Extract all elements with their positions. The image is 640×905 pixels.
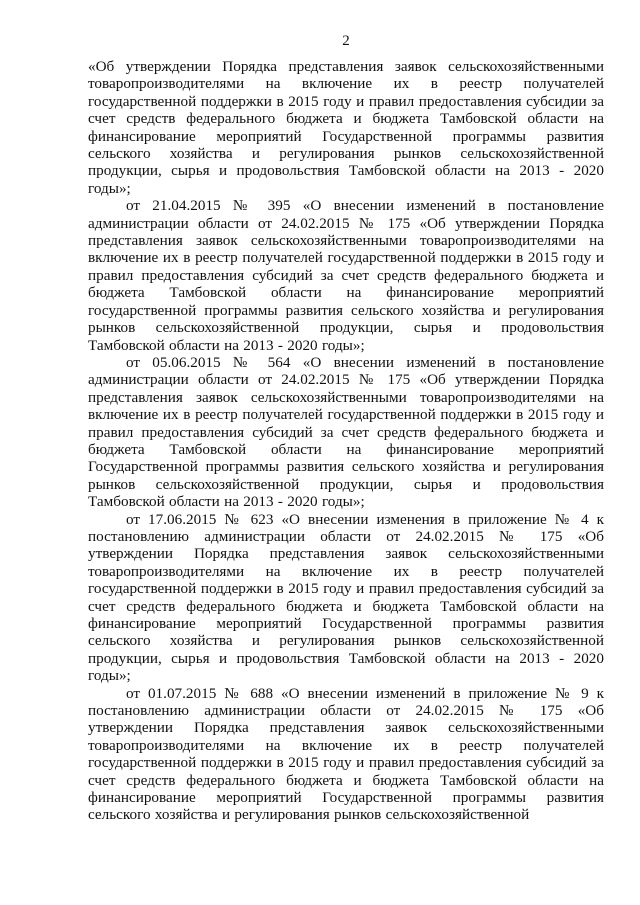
paragraph-continuation: «Об утверждении Порядка представления заявок сельскохозяйственными товаропроизводителями на включение их в реестр получателей государственной поддержки в 2015 году и правил предоставления субсидии за счет средств федерального бюджета и бюджета Тамбовской области на финансирование мероприятий Государственной программы развития сельского хозяйства и регулирования рынков сельскохозяйственной продукции, сырья и продовольствия Тамбовской области на 2013 - 2020 годы»; bbox=[88, 58, 604, 197]
page-number: 2 bbox=[342, 33, 350, 49]
paragraph-decree-564: от 05.06.2015 № 564 «О внесении изменений в постановление администрации области от 24.02.2015 № 175 «Об утверждении Порядка представления заявок сельскохозяйственными товаропроизводителями на включение их в реестр получателей государственной поддержки в 2015 году и правил предоставления субсидий за счет средств федерального бюджета и бюджета Тамбовской области на финансирование мероприятий Государственной программы развития сельского хозяйства и регулирования рынков сельскохозяйственной продукции, сырья и продовольствия Тамбовской области на 2013 - 2020 годы»; bbox=[88, 353, 604, 511]
paragraph-decree-688: от 01.07.2015 № 688 «О внесении изменений в приложение № 9 к постановлению администрации области от 24.02.2015 № 175 «Об утверждении Порядка представления заявок сельскохозяйственными товаропроизводителями на включение их в реестр получателей государственной поддержки в 2015 году и правил предоставления субсидий за счет средств федерального бюджета и бюджета Тамбовской области на финансирование мероприятий Государственной программы развития сельского хозяйства и регулирования рынков сельскохозяйственной bbox=[88, 684, 604, 824]
paragraph-decree-395: от 21.04.2015 № 395 «О внесении изменений в постановление администрации области от 24.02.2015 № 175 «Об утверждении Порядка представления заявок сельскохозяйственными товаропроизводителями на включение их в реестр получателей государственной поддержки в 2015 году и правил предоставления субсидий за счет средств федерального бюджета и бюджета Тамбовской области на финансирование мероприятий государственной программы развития сельского хозяйства и регулирования рынков сельскохозяйственной продукции, сырья и продовольствия Тамбовской области на 2013 - 2020 годы»; bbox=[88, 197, 604, 354]
paragraph-decree-623: от 17.06.2015 № 623 «О внесении изменения в приложение № 4 к постановлению администрации области от 24.02.2015 № 175 «Об утверждении Порядка представления заявок сельскохозяйственными товаропроизводителями на включение их в реестр получателей государственной поддержки в 2015 году и правил предоставления субсидий за счет средств федерального бюджета и бюджета Тамбовской области на финансирование мероприятий Государственной программы развития сельского хозяйства и регулирования рынков сельскохозяйственной продукции, сырья и продовольствия Тамбовской области на 2013 - 2020 годы»; bbox=[88, 510, 604, 685]
